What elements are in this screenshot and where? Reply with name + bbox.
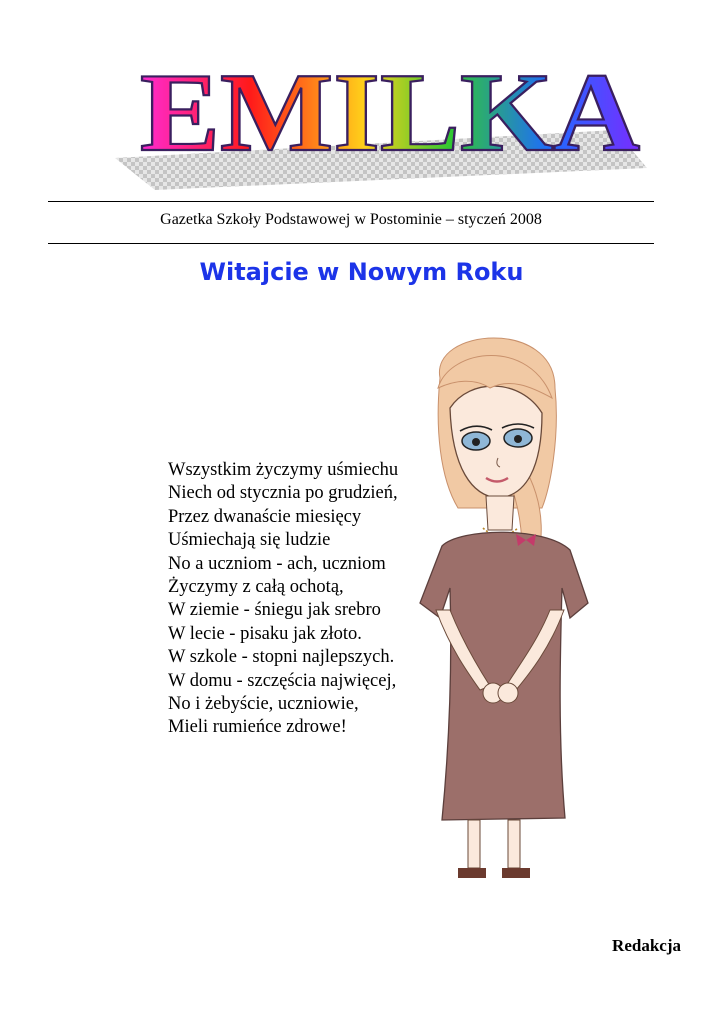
logo-graphic [95, 30, 665, 195]
poem-line: Wszystkim życzymy uśmiechu [168, 460, 399, 480]
poem-line: Przez dwanaście miesięcy [168, 506, 362, 527]
poem-line: Mieli rumieńce zdrowe! [168, 717, 347, 738]
poem-line: No i żebyście, uczniowie, [168, 694, 359, 715]
masthead-logo [95, 30, 665, 195]
divider-top [48, 201, 654, 202]
poem-line: W lecie - pisaku jak złoto. [168, 623, 362, 644]
poem-line: W ziemie - śniegu jak srebro [168, 600, 381, 621]
page-title: Witajcie w Nowym Roku [199, 258, 524, 286]
poem-line: Życzymy z całą ochotą, [168, 577, 344, 598]
poem-line: Uśmiechają się ludzie [168, 530, 331, 551]
poem-line: Niech od stycznia po grudzień, [168, 483, 398, 504]
divider-bottom [48, 243, 654, 244]
poem-line: W szkole - stopni najlepszych. [168, 647, 395, 668]
signature: Redakcja [612, 936, 681, 955]
poem-line: No a uczniom - ach, uczniom [168, 553, 386, 574]
poem [168, 459, 418, 740]
logo-wordmark: EMILKA [140, 51, 641, 175]
newsletter-subtitle: Gazetka Szkoły Podstawowej w Postominie – styczeń 2008 [160, 211, 542, 228]
poem-line: W domu - szczęścia najwięcej, [168, 670, 397, 691]
